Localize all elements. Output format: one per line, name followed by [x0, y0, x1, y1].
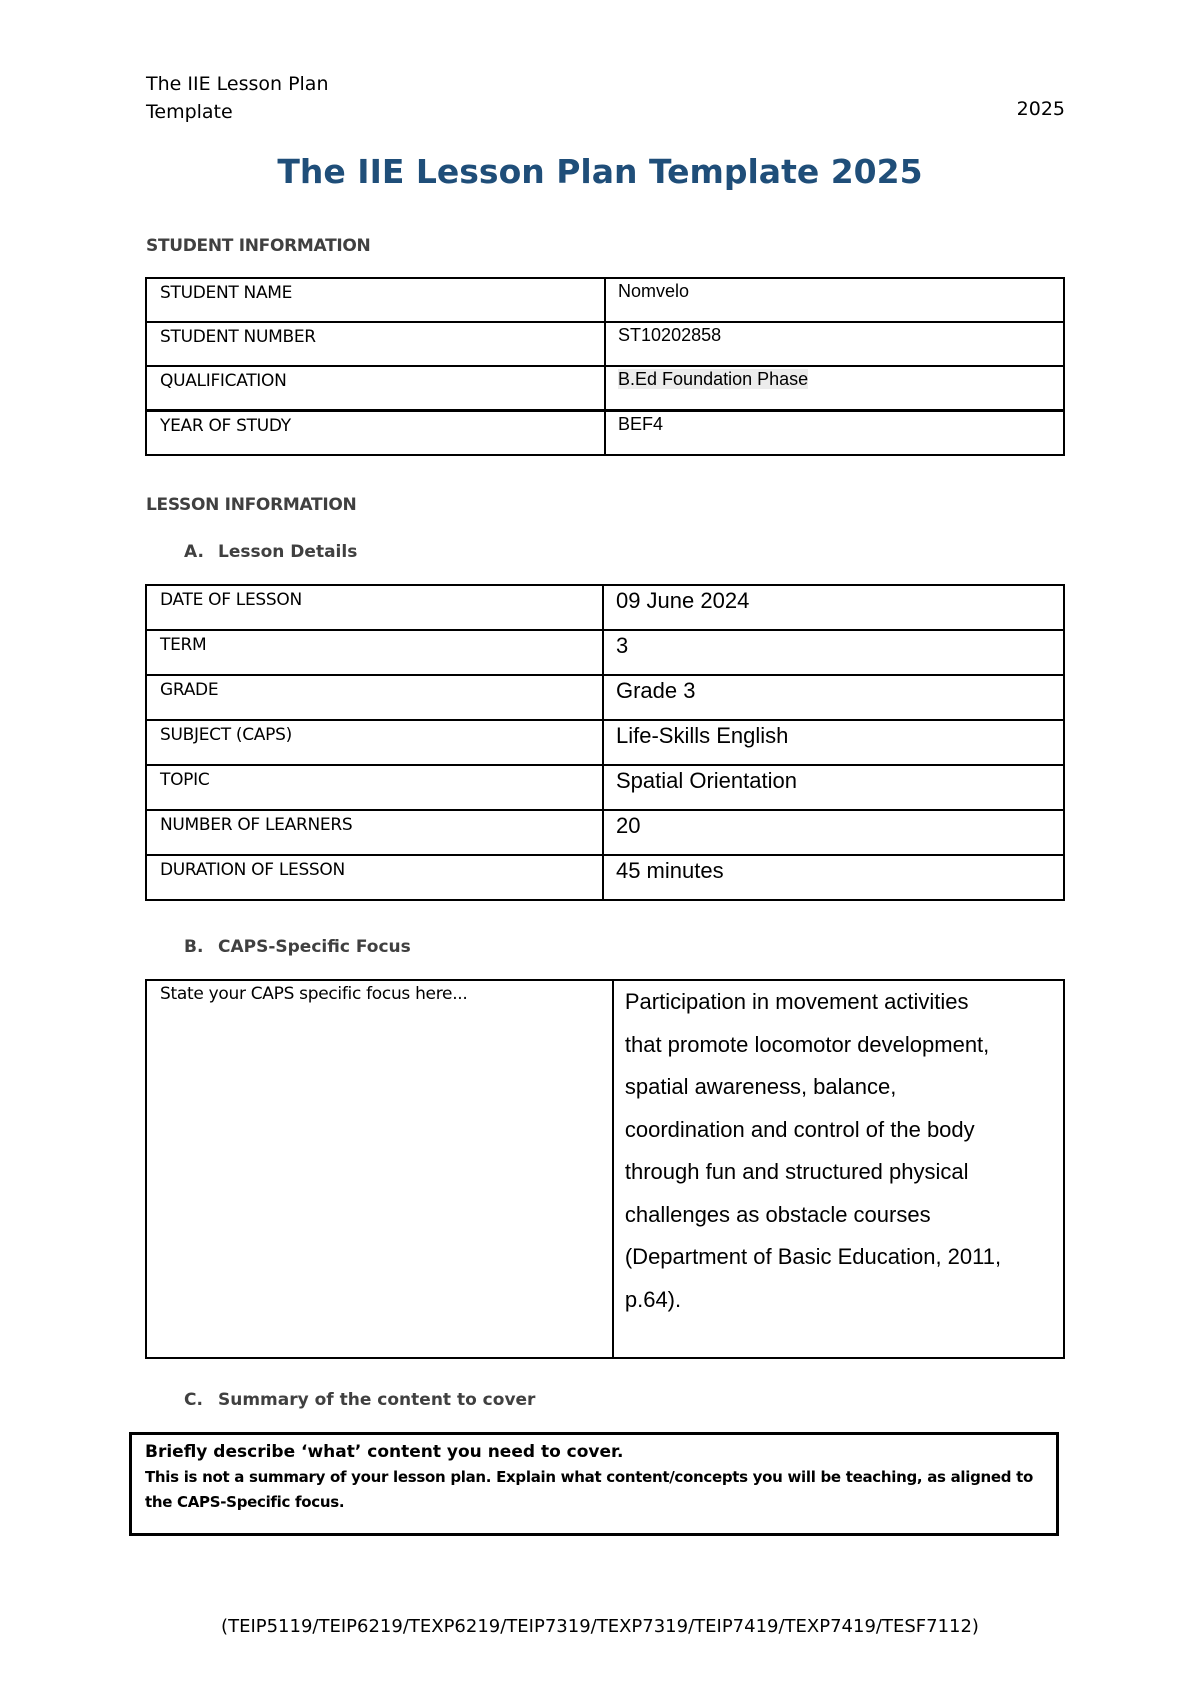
row-label: NUMBER OF LEARNERS: [146, 810, 603, 855]
row-label: STUDENT NAME: [146, 278, 605, 322]
caps-line: challenges as obstacle courses: [624, 1201, 931, 1227]
table-row: [146, 855, 1064, 900]
header-year: 2025: [1016, 98, 1065, 120]
table-row: [146, 411, 1064, 456]
caps-focus-table: [145, 979, 1065, 1359]
section-letter: A.: [184, 542, 204, 562]
caps-focus-heading: [184, 937, 411, 957]
qualification-value: [605, 366, 1064, 411]
caps-line: through fun and structured physical: [624, 1159, 969, 1184]
learners-value: 20: [603, 810, 1064, 855]
caps-line: spatial awareness, balance,: [624, 1074, 897, 1099]
caps-line: (Department of Basic Education, 2011,: [624, 1244, 1002, 1269]
header-title-line1: The IIE Lesson Plan: [146, 73, 329, 95]
term-value: 3: [603, 630, 1064, 675]
date-value: 09 June 2024: [603, 585, 1064, 630]
section-title: Summary of the content to cover: [218, 1390, 536, 1410]
summary-note-line: the CAPS-Specific focus.: [145, 1493, 345, 1511]
footer-module-codes: (TEIP5119/TEIP6219/TEXP6219/TEIP7319/TEXP7319/TEIP7419/TEXP7419/TESF7112): [221, 1616, 979, 1637]
row-label: QUALIFICATION: [146, 366, 605, 411]
section-letter: C.: [184, 1390, 203, 1410]
table-row: [146, 810, 1064, 855]
row-label: GRADE: [146, 675, 603, 720]
row-label: YEAR OF STUDY: [146, 411, 605, 456]
summary-box: [129, 1432, 1059, 1536]
caps-prompt: State your CAPS specific focus here...: [146, 980, 613, 1358]
row-label: TOPIC: [146, 765, 603, 810]
page-title: The IIE Lesson Plan Template 2025: [277, 152, 923, 191]
section-title: Lesson Details: [218, 542, 358, 562]
lesson-details-table: [145, 584, 1065, 901]
section-letter: B.: [184, 937, 204, 957]
summary-note-line: This is not a summary of your lesson plan. Explain what content/concepts you will be teaching, as aligned to: [145, 1468, 1034, 1486]
lesson-details-heading: [184, 542, 357, 562]
summary-heading: [184, 1390, 535, 1410]
topic-value: Spatial Orientation: [603, 765, 1064, 810]
table-row: [146, 630, 1064, 675]
caps-line: coordination and control of the body: [624, 1116, 975, 1142]
header-title-line2: Template: [146, 101, 233, 123]
student-info-heading: STUDENT INFORMATION: [146, 236, 371, 256]
row-label: SUBJECT (CAPS): [146, 720, 603, 765]
grade-value: Grade 3: [603, 675, 1064, 720]
table-row: [146, 585, 1064, 630]
row-label: DURATION OF LESSON: [146, 855, 603, 900]
caps-line: p.64).: [624, 1286, 682, 1312]
row-label: TERM: [146, 630, 603, 675]
table-row: [146, 980, 1064, 1358]
caps-line: that promote locomotor development,: [624, 1031, 990, 1057]
table-row: [146, 322, 1064, 366]
table-row: [146, 278, 1064, 322]
summary-instruction: Briefly describe ‘what’ content you need to cover.: [145, 1442, 624, 1462]
year-of-study-value: BEF4: [605, 411, 1064, 456]
lesson-info-heading: LESSON INFORMATION: [146, 495, 357, 515]
table-row: [146, 366, 1064, 411]
duration-value: 45 minutes: [603, 855, 1064, 900]
student-name-value: Nomvelo: [605, 278, 1064, 322]
row-label: STUDENT NUMBER: [146, 322, 605, 366]
caps-line: Participation in movement activities: [624, 989, 969, 1014]
row-label: DATE OF LESSON: [146, 585, 603, 630]
student-info-table: [145, 277, 1065, 456]
section-title: CAPS-Specific Focus: [218, 937, 411, 957]
qualification-text: B.Ed Foundation Phase: [618, 369, 809, 389]
student-number-value: ST10202858: [605, 322, 1064, 366]
table-row: [146, 720, 1064, 765]
caps-focus-text: [613, 980, 1064, 1358]
running-header: [146, 70, 329, 126]
subject-value: Life-Skills English: [603, 720, 1064, 765]
table-row: [146, 675, 1064, 720]
table-row: [146, 765, 1064, 810]
